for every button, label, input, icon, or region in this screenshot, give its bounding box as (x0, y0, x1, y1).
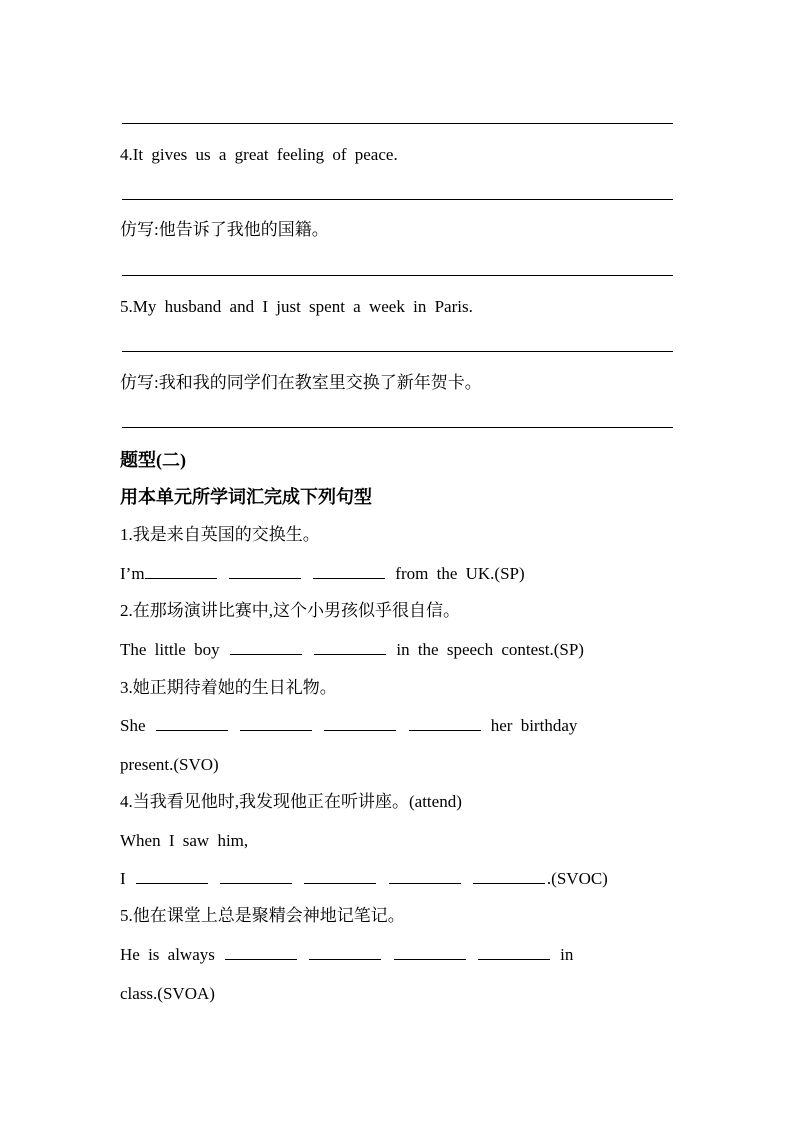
answer-3 (120, 716, 577, 736)
answer-line (122, 123, 673, 124)
blank[interactable] (230, 640, 302, 655)
question-2: 2.在那场演讲比赛中,这个小男孩似乎很自信。 (120, 601, 460, 620)
blank[interactable] (409, 716, 481, 731)
blank[interactable] (225, 945, 297, 960)
sentence-4: 4.It gives us a great feeling of peace. (120, 145, 398, 164)
answer-4-intro: When I saw him, (120, 831, 249, 850)
blank[interactable] (473, 869, 545, 884)
blank[interactable] (389, 869, 461, 884)
answer-line (122, 199, 673, 200)
section-title: 题型(二) (120, 450, 186, 470)
answer-1 (120, 564, 525, 584)
question-3: 3.她正期待着她的生日礼物。 (120, 678, 337, 697)
answer-line (122, 275, 673, 276)
answer-line (122, 351, 673, 352)
question-1: 1.我是来自英国的交换生。 (120, 525, 320, 544)
answer-3-start: She (120, 716, 146, 735)
blank[interactable] (220, 869, 292, 884)
blank[interactable] (324, 716, 396, 731)
answer-2-end: in the speech contest.(SP) (396, 640, 584, 659)
imitation-prompt-4: 仿写:他告诉了我他的国籍。 (120, 220, 329, 239)
section-instruction: 用本单元所学词汇完成下列句型 (120, 487, 372, 507)
blank[interactable] (240, 716, 312, 731)
answer-3-continued: present.(SVO) (120, 755, 219, 774)
answer-4 (120, 869, 608, 889)
answer-5-continued: class.(SVOA) (120, 984, 215, 1003)
answer-1-start: I’m (120, 564, 145, 583)
question-4: 4.当我看见他时,我发现他正在听讲座。(attend) (120, 792, 462, 811)
answer-2-start: The little boy (120, 640, 220, 659)
blank[interactable] (156, 716, 228, 731)
answer-2 (120, 640, 584, 660)
blank[interactable] (229, 564, 301, 579)
sentence-5: 5.My husband and I just spent a week in Paris. (120, 297, 473, 316)
answer-5 (120, 945, 573, 965)
answer-1-end: from the UK.(SP) (395, 564, 525, 583)
question-5: 5.他在课堂上总是聚精会神地记笔记。 (120, 906, 405, 925)
imitation-prompt-5: 仿写:我和我的同学们在教室里交换了新年贺卡。 (120, 373, 482, 392)
blank[interactable] (478, 945, 550, 960)
blank[interactable] (136, 869, 208, 884)
answer-5-start: He is always (120, 945, 215, 964)
blank[interactable] (304, 869, 376, 884)
answer-3-end: her birthday (490, 716, 578, 735)
blank[interactable] (309, 945, 381, 960)
answer-4-start: I (120, 869, 126, 888)
blank[interactable] (394, 945, 466, 960)
blank[interactable] (313, 564, 385, 579)
blank[interactable] (314, 640, 386, 655)
answer-4-end: .(SVOC) (546, 869, 608, 888)
answer-5-end: in (560, 945, 574, 964)
blank[interactable] (145, 564, 217, 579)
answer-line (122, 427, 673, 428)
